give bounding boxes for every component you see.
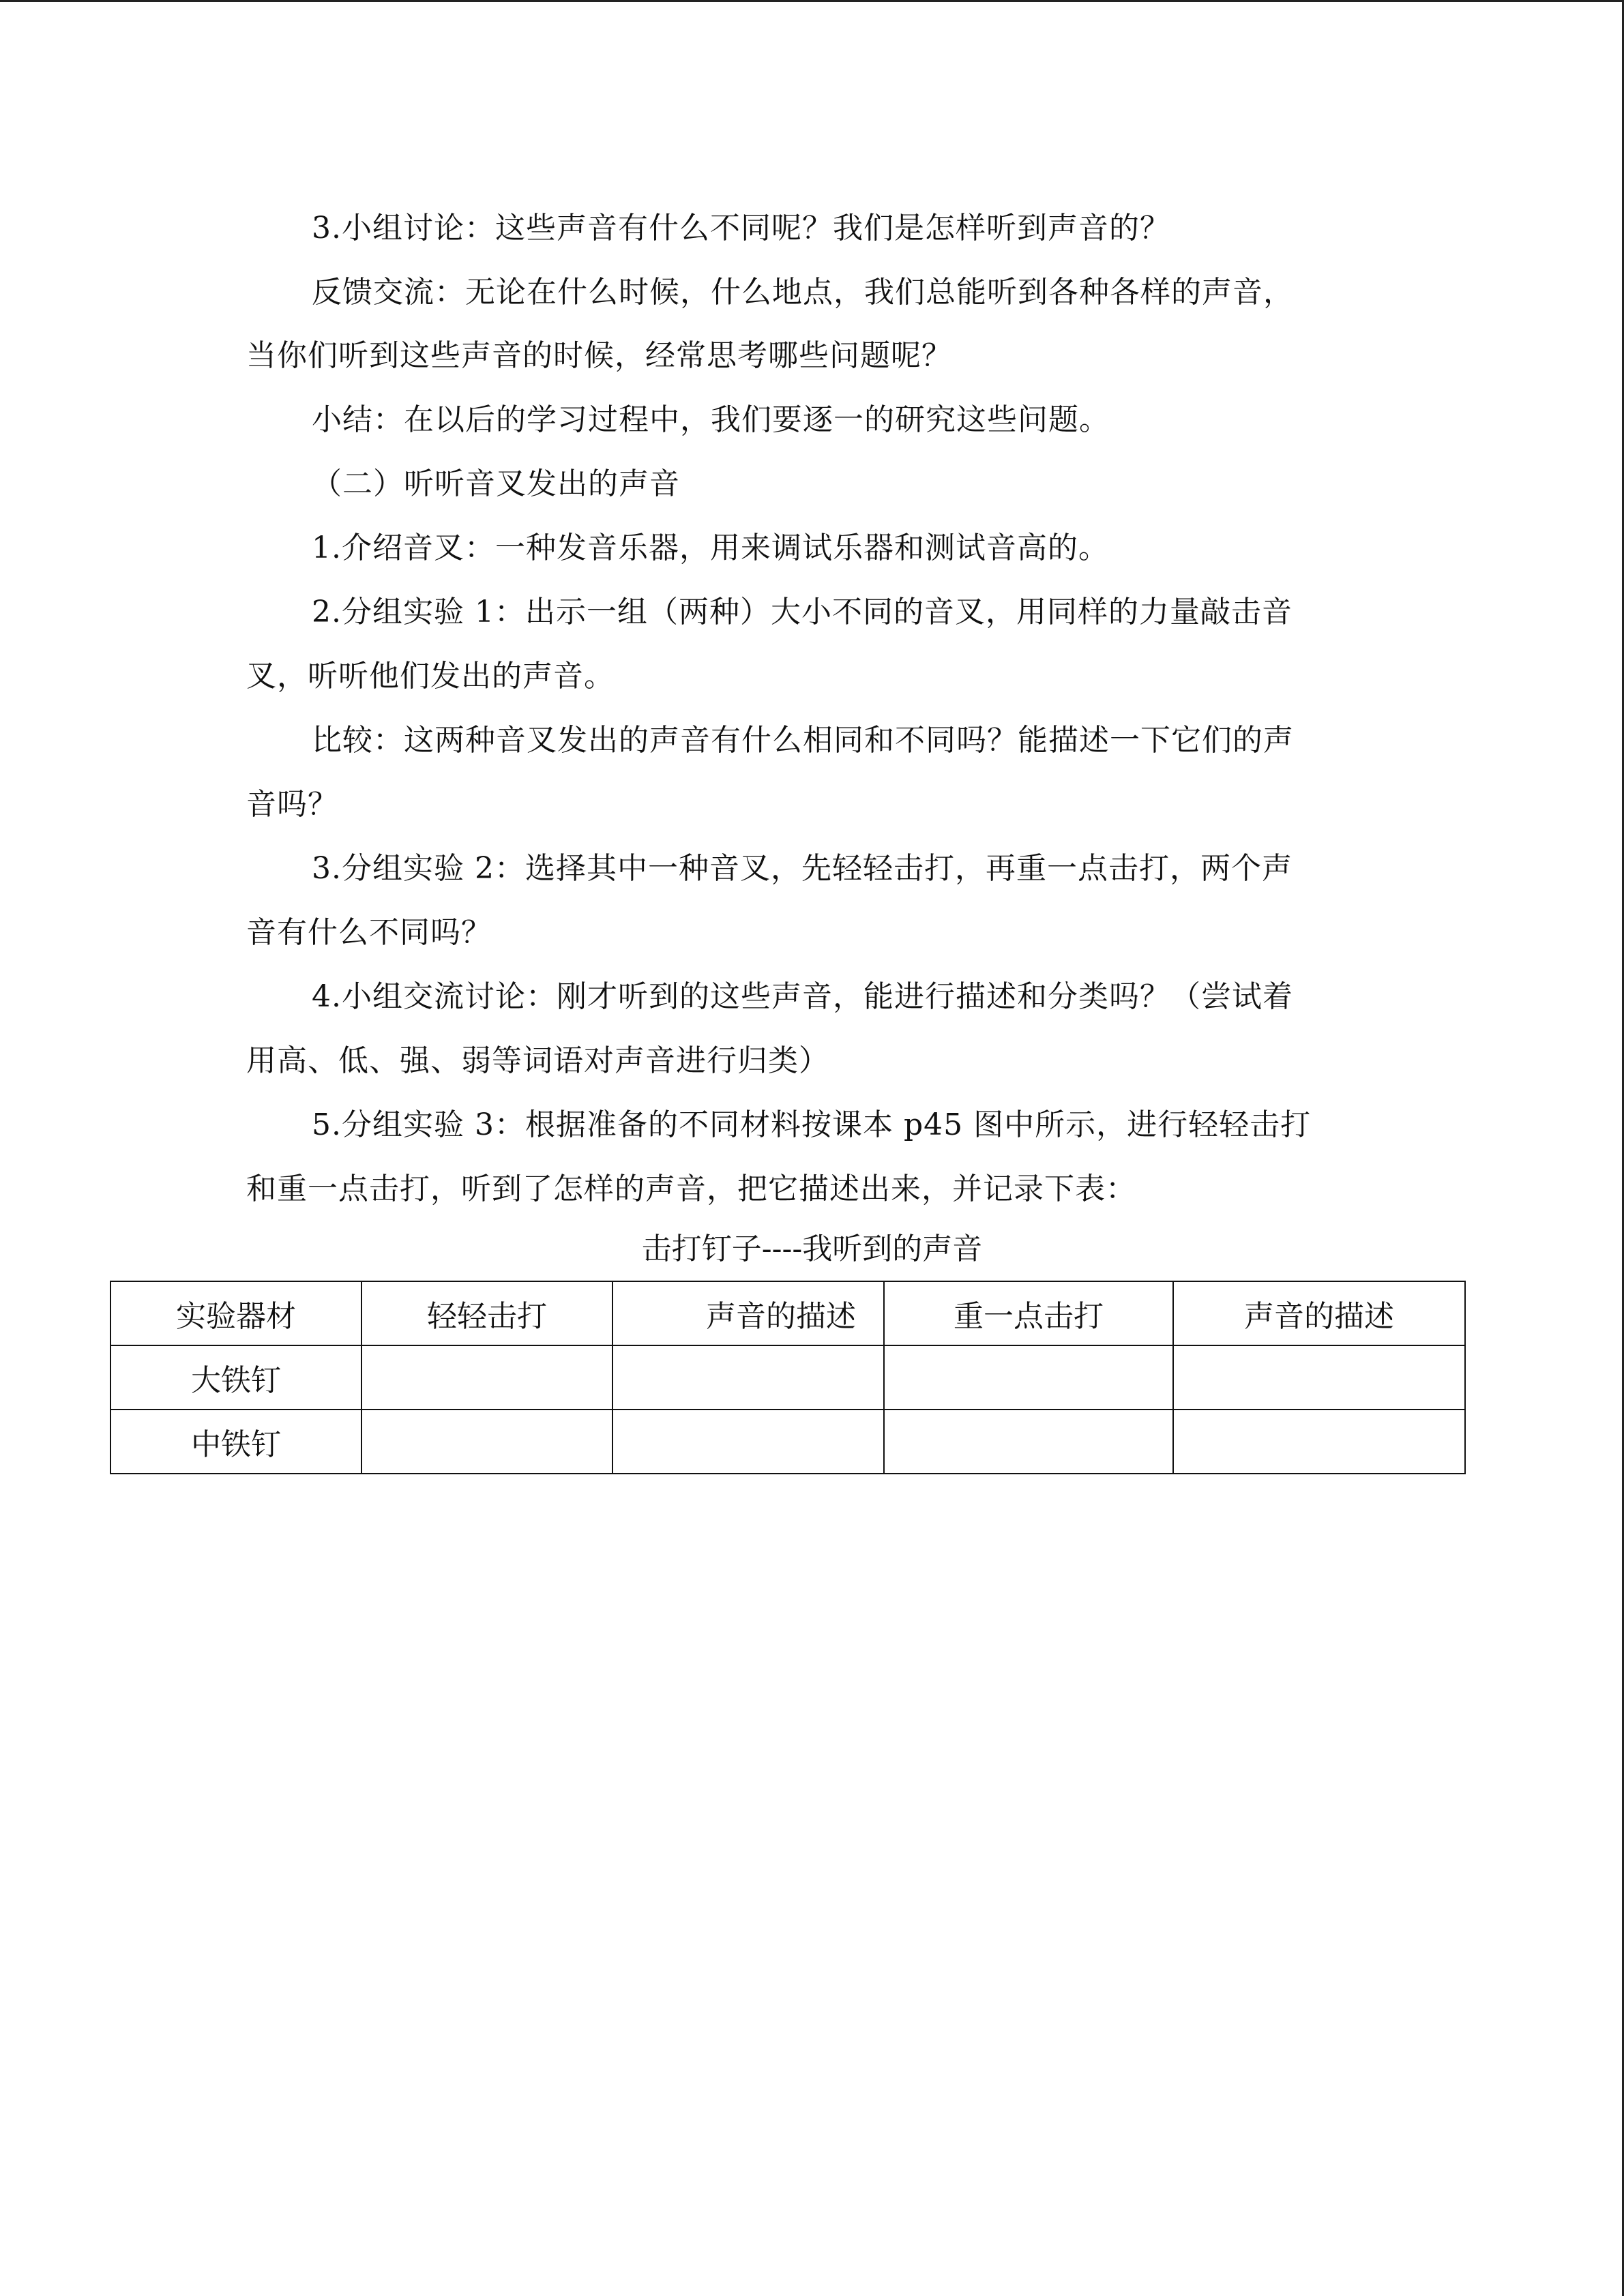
table-caption: 击打钉子----我听到的声音 <box>641 1232 983 1266</box>
section-heading: （二）听听音叉发出的声音 <box>312 466 680 501</box>
record-table <box>110 1281 1466 1474</box>
table-cell[interactable] <box>361 1345 612 1410</box>
paragraph-experiment-2-cont: 音有什么不同吗？ <box>246 915 492 950</box>
paragraph-experiment-2: 3.分组实验 2：选择其中一种音叉，先轻轻击打，再重一点击打，两个声 <box>312 851 1293 886</box>
paragraph-experiment-1-cont: 叉，听听他们发出的声音。 <box>246 659 615 694</box>
paragraph-experiment-3: 5.分组实验 3：根据准备的不同材料按课本 p45 图中所示，进行轻轻击打 <box>312 1107 1312 1142</box>
paragraph-compare-cont: 音吗？ <box>246 787 338 822</box>
row-label-medium-nail: 中铁钉 <box>110 1410 361 1474</box>
paragraph-intro-fork: 1.介绍音叉：一种发音乐器，用来调试乐器和测试音高的。 <box>312 531 1109 565</box>
paragraph-summary: 小结：在以后的学习过程中，我们要逐一的研究这些问题。 <box>312 402 1110 437</box>
table-cell[interactable] <box>612 1345 884 1410</box>
table-row <box>110 1410 1465 1474</box>
paragraph-experiment-3-cont: 和重一点击打，听到了怎样的声音，把它描述出来，并记录下表： <box>246 1172 1136 1206</box>
row-label-large-nail: 大铁钉 <box>110 1345 361 1410</box>
header-heavy-strike: 重一点击打 <box>884 1281 1173 1345</box>
paragraph-group-discussion-cont: 用高、低、强、弱等词语对声音进行归类） <box>246 1043 829 1078</box>
table-cell[interactable] <box>1173 1345 1465 1410</box>
table-row <box>110 1345 1465 1410</box>
paragraph-group-discussion: 4.小组交流讨论：刚才听到的这些声音，能进行描述和分类吗？（尝试着 <box>312 979 1293 1014</box>
table-cell[interactable] <box>884 1410 1173 1474</box>
header-light-strike: 轻轻击打 <box>361 1281 612 1345</box>
paragraph-experiment-1: 2.分组实验 1：出示一组（两种）大小不同的音叉，用同样的力量敲击音 <box>312 595 1293 629</box>
paragraph-feedback: 反馈交流：无论在什么时候，什么地点，我们总能听到各种各样的声音， <box>312 275 1294 310</box>
table-cell[interactable] <box>612 1410 884 1474</box>
table-header-row <box>110 1281 1465 1345</box>
header-sound-description-1: 声音的描述 <box>612 1281 884 1345</box>
paragraph-feedback-cont: 当你们听到这些声音的时候，经常思考哪些问题呢？ <box>246 338 952 373</box>
header-material: 实验器材 <box>110 1281 361 1345</box>
paragraph-compare: 比较：这两种音叉发出的声音有什么相同和不同吗？能描述一下它们的声 <box>312 723 1294 758</box>
table-cell[interactable] <box>884 1345 1173 1410</box>
table-cell[interactable] <box>1173 1410 1465 1474</box>
table-cell[interactable] <box>361 1410 612 1474</box>
header-sound-description-2: 声音的描述 <box>1173 1281 1465 1345</box>
paragraph-discussion: 3.小组讨论：这些声音有什么不同呢？我们是怎样听到声音的？ <box>312 211 1170 245</box>
